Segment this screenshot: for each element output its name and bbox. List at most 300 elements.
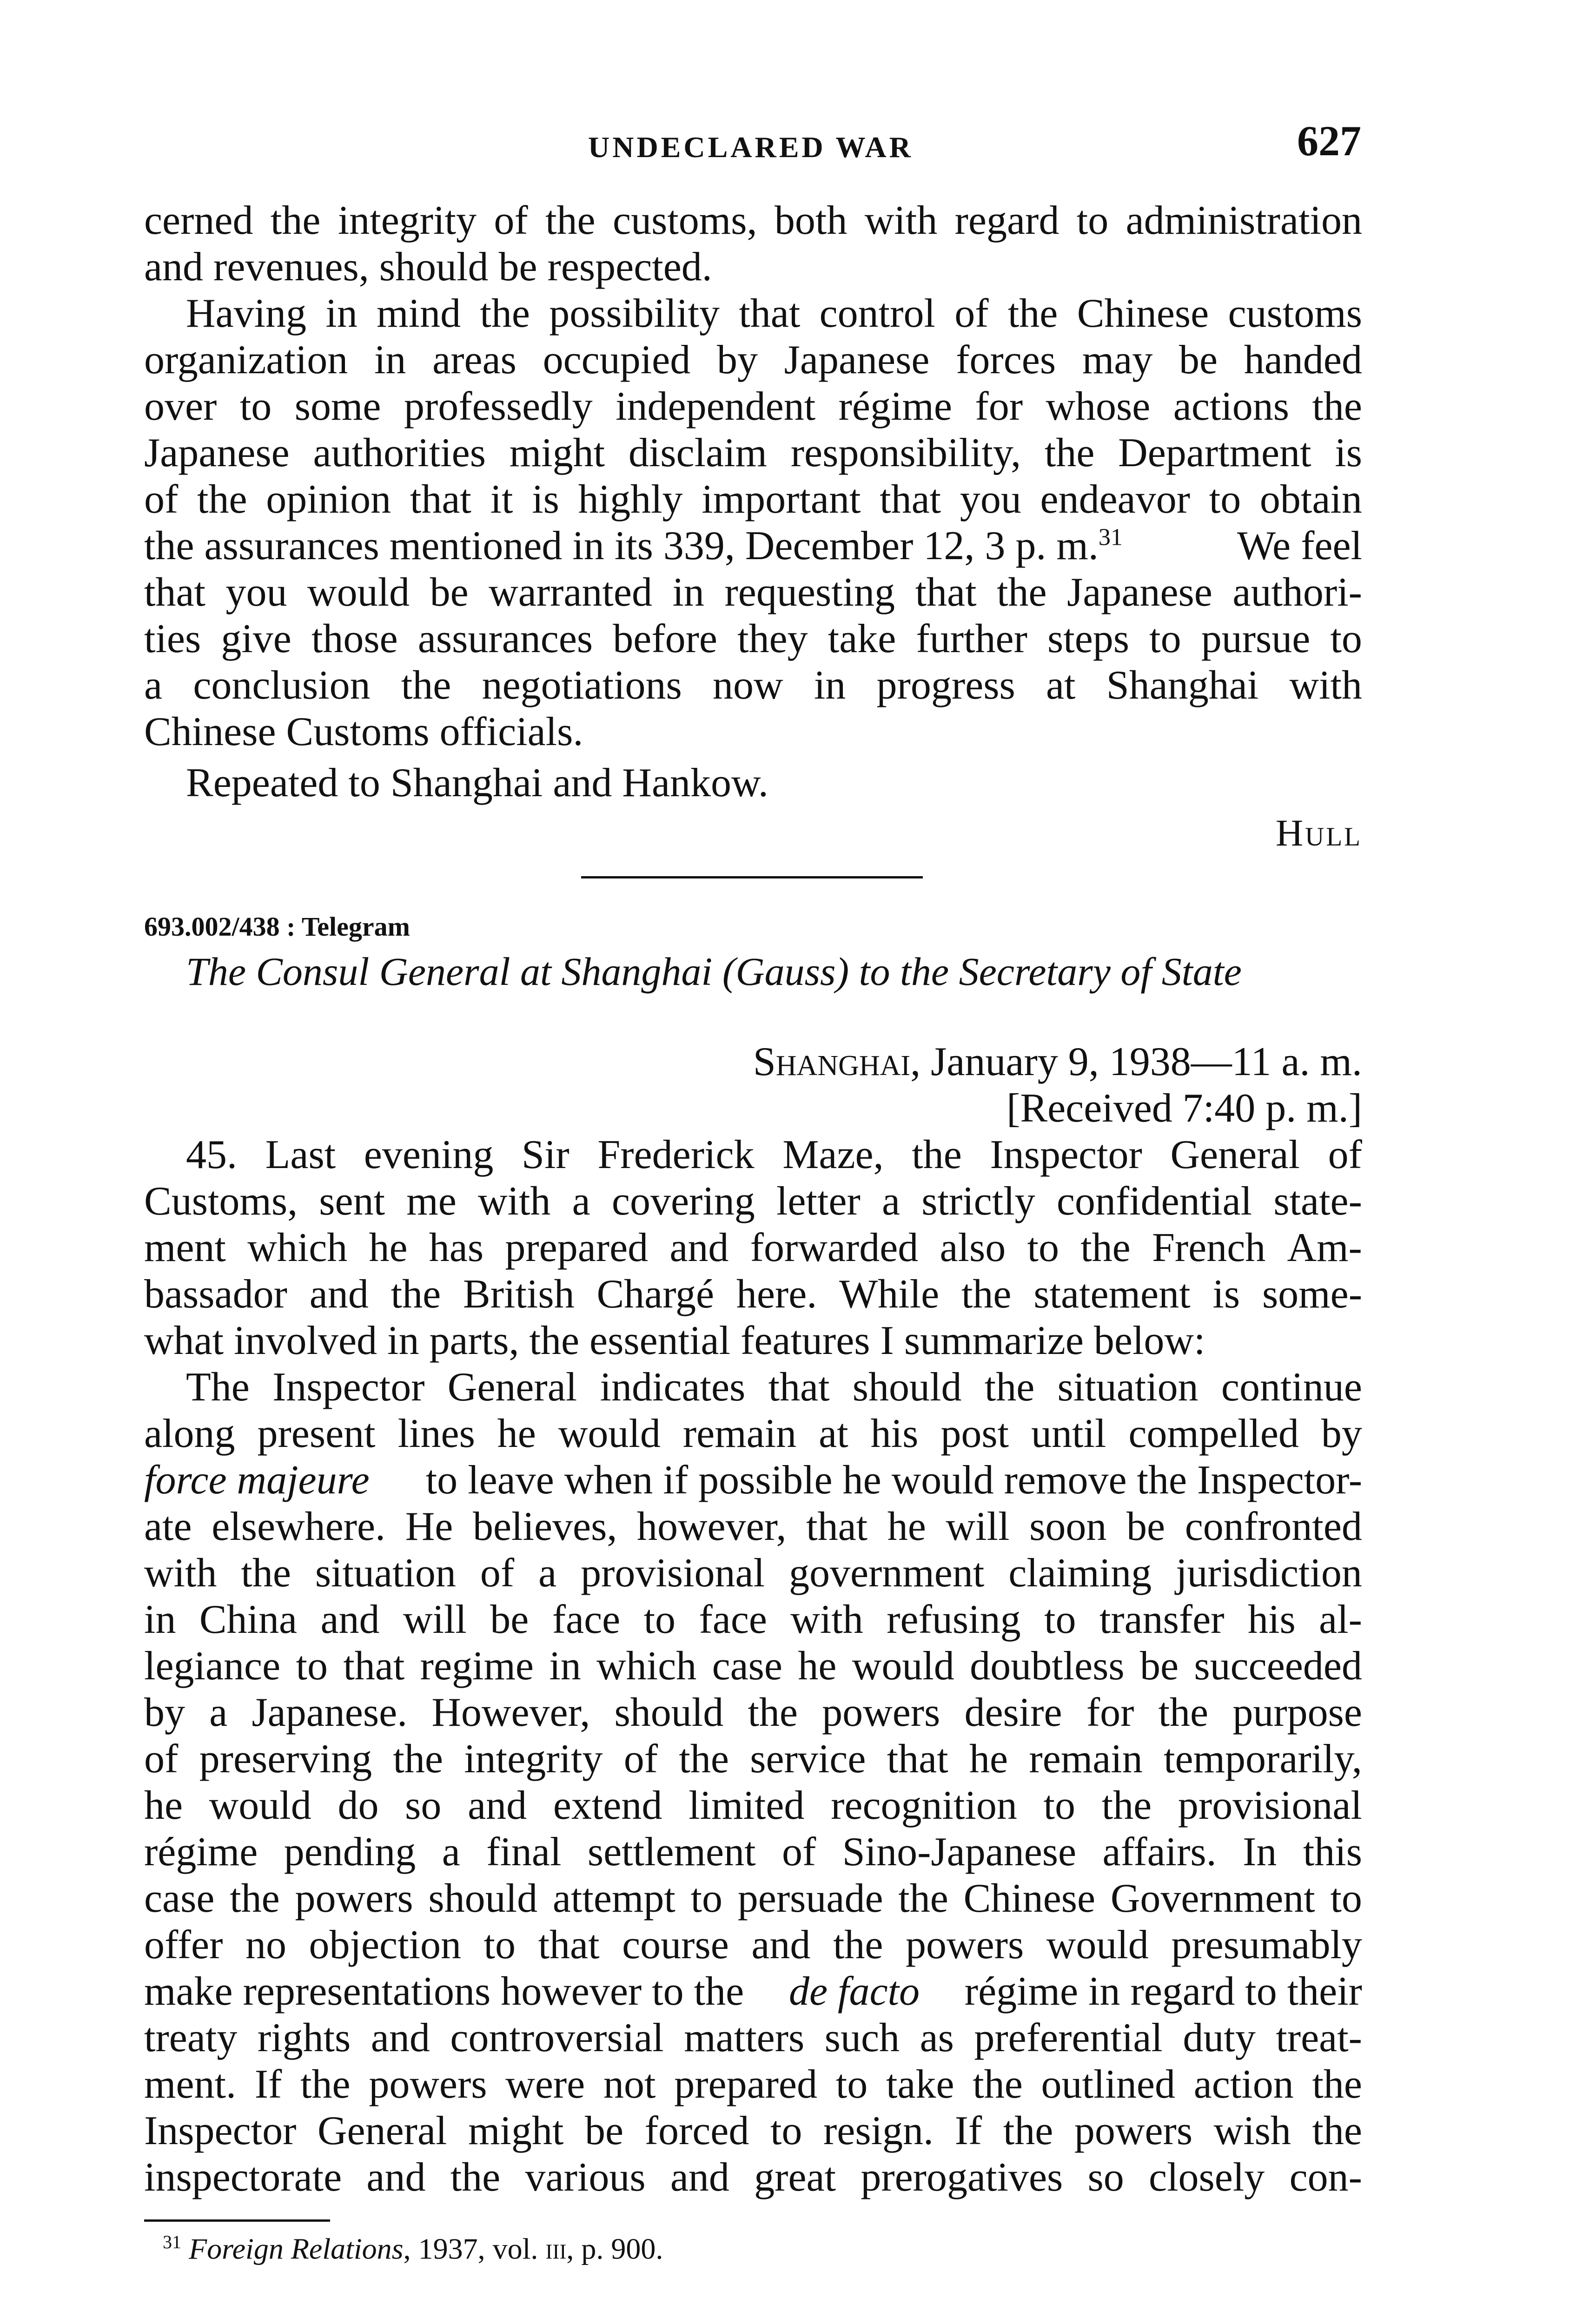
word: to (1209, 477, 1241, 522)
word: and (371, 2015, 430, 2060)
text-line (144, 1132, 1362, 1178)
word: the (912, 1132, 962, 1177)
word: to (296, 1644, 328, 1689)
word: to (239, 384, 272, 429)
word: He (405, 1504, 453, 1549)
text-line (144, 1178, 1362, 1225)
word: organization (144, 337, 348, 383)
word: that (739, 291, 801, 336)
word: case (144, 1876, 215, 1921)
text-line (144, 1364, 1362, 1411)
text-line (144, 290, 1362, 337)
word: the (1312, 384, 1362, 429)
word: the (973, 2062, 1023, 2107)
text-line-with-italic (144, 1968, 1362, 2015)
word: the (1101, 1783, 1152, 1828)
word: The (186, 1365, 250, 1410)
paragraph-continuation (144, 198, 1362, 290)
word: take (886, 2062, 954, 2107)
word: as (920, 2015, 954, 2060)
word: he (969, 1736, 1008, 1782)
word: compelled (1128, 1411, 1299, 1456)
footnote (163, 2231, 663, 2266)
word: along (144, 1411, 235, 1456)
text-line (144, 1875, 1362, 1922)
text-line (144, 616, 1362, 662)
word: a (442, 1829, 460, 1875)
word: has (429, 1225, 484, 1270)
word: al- (1319, 1597, 1362, 1642)
word: highly (578, 477, 683, 522)
word: final (486, 1829, 562, 1875)
word: should (852, 1365, 962, 1410)
word: temporarily, (1164, 1736, 1362, 1782)
word: ties (144, 616, 201, 661)
word: authori- (1232, 570, 1362, 615)
word: Maze, (782, 1132, 884, 1177)
word: that (880, 477, 941, 522)
footnote-reference: 31 (1098, 524, 1123, 551)
word: to (1149, 616, 1181, 661)
word: remain (1029, 1736, 1143, 1782)
italic-term: force majeure (144, 1458, 370, 1503)
word: persuade (737, 1876, 883, 1921)
text-span: régime in regard to their (964, 1969, 1362, 2014)
word: for (1086, 1690, 1134, 1735)
word: do (338, 1783, 379, 1828)
word: at (819, 1411, 848, 1456)
word: the (241, 1551, 291, 1596)
footnote-volume: iii (545, 2232, 567, 2265)
word: and (468, 1783, 527, 1828)
word: and (669, 1225, 729, 1270)
text-line (144, 569, 1362, 616)
word: the (1044, 430, 1095, 475)
word: that (768, 1365, 830, 1410)
word: régime (838, 384, 952, 429)
word: prepared (674, 2062, 817, 2107)
word: settlement (587, 1829, 756, 1875)
word: the (1158, 1690, 1209, 1735)
word: the (984, 1365, 1035, 1410)
section-divider (581, 876, 923, 878)
word: and (751, 1922, 811, 1967)
word: the (833, 1922, 883, 1967)
word: treat- (1276, 2015, 1362, 2060)
page-number: 627 (1297, 117, 1361, 165)
word: over (144, 384, 217, 429)
word: me (406, 1179, 457, 1224)
word: the (898, 1876, 948, 1921)
text-line (144, 2015, 1362, 2061)
word: independent (616, 384, 816, 429)
word: no (245, 1922, 286, 1967)
word: the (393, 1736, 443, 1782)
word: the (1312, 2062, 1362, 2107)
paragraph-telegram-45 (144, 1132, 1362, 1364)
text-line-with-italic (144, 1457, 1362, 1504)
word: a (209, 1690, 228, 1735)
word: situation (1057, 1365, 1199, 1410)
word: Japanese. (252, 1690, 408, 1735)
word: in (672, 570, 704, 615)
word: of (480, 1551, 515, 1596)
word: regime (420, 1644, 534, 1689)
word: Sino-Japanese (842, 1829, 1077, 1875)
word: closely (1149, 2155, 1265, 2200)
word: However, (431, 1690, 590, 1735)
word: to (483, 1922, 516, 1967)
word: refusing (887, 1597, 1021, 1642)
word: for (975, 384, 1023, 429)
word: he (887, 1504, 926, 1549)
text-line (144, 2061, 1362, 2108)
word: regard (954, 198, 1059, 243)
word: to (643, 1597, 676, 1642)
word: be (1139, 1644, 1179, 1689)
text-line (144, 2154, 1362, 2201)
word: to (770, 2108, 802, 2153)
word: and (670, 2155, 729, 2200)
dateline-place: Shanghai (753, 1039, 911, 1084)
word: Shanghai (1106, 663, 1259, 708)
word: authorities (313, 430, 486, 475)
word: Inspector (272, 1365, 425, 1410)
word: the (300, 2062, 351, 2107)
word: control (819, 291, 935, 336)
text-line (144, 198, 1362, 244)
word: should (428, 1876, 538, 1921)
word: powers (295, 1876, 413, 1921)
text-line (144, 1271, 1362, 1318)
text-line-with-footnote-ref (144, 523, 1362, 569)
word: forces (956, 337, 1056, 383)
word: Last (265, 1132, 336, 1177)
word: by (144, 1690, 185, 1735)
word: course (622, 1922, 729, 1967)
word: would (852, 1644, 954, 1689)
word: to (1330, 616, 1362, 661)
word: and (320, 1597, 380, 1642)
word: the (480, 291, 530, 336)
word: the (230, 1876, 280, 1921)
word: at (1046, 663, 1076, 708)
word: ment. (144, 2062, 236, 2107)
text-line (144, 1783, 1362, 1829)
word: responsibility, (790, 430, 1021, 475)
word: which (596, 1644, 697, 1689)
text-line (144, 1643, 1362, 1690)
word: of (144, 477, 179, 522)
word: indicates (600, 1365, 746, 1410)
word: with (144, 1551, 217, 1596)
word: cerned (144, 198, 253, 243)
word: attempt (552, 1876, 675, 1921)
word: face (699, 1597, 767, 1642)
word: to (1076, 198, 1109, 243)
word: pursue (1201, 616, 1311, 661)
footnote-page: , p. 900. (566, 2232, 663, 2265)
text-span: to leave when if possible he would remove the Inspector- (425, 1458, 1362, 1503)
word: the (748, 1690, 798, 1735)
word: Customs, (144, 1179, 298, 1224)
text-span: the assurances mentioned in its 339, December 12, 3 p. m. (144, 523, 1099, 568)
word: to (835, 2062, 868, 2107)
word: actions (1173, 384, 1290, 429)
word: the (1003, 2108, 1053, 2153)
text-line: Chinese Customs officials. (144, 709, 583, 754)
word: situation (315, 1551, 456, 1596)
word: that (887, 1736, 948, 1782)
word: China (199, 1597, 298, 1642)
word: outlined (1041, 2062, 1175, 2107)
word: whose (1046, 384, 1151, 429)
footnote-number: 31 (163, 2232, 181, 2252)
word: disclaim (628, 430, 767, 475)
word: service (750, 1736, 866, 1782)
word: Frederick (597, 1132, 755, 1177)
word: to (1330, 1876, 1362, 1921)
word: General (318, 2108, 447, 2153)
word: in (144, 1597, 176, 1642)
word: a (572, 1179, 590, 1224)
word: case (712, 1644, 782, 1689)
word: he (798, 1644, 837, 1689)
word: might (468, 2108, 564, 2153)
word: lines (397, 1411, 475, 1456)
word: the (1080, 1225, 1131, 1270)
word: such (824, 2015, 900, 2060)
word: Japanese (1067, 570, 1212, 615)
signature: Hull (1275, 812, 1362, 854)
word: desire (964, 1690, 1062, 1735)
word: preferential (974, 2015, 1163, 2060)
word: elsewhere. (212, 1504, 386, 1549)
paragraph-assurances (144, 290, 1362, 755)
dateline-received: [Received 7:40 p. m.] (1007, 1086, 1362, 1131)
word: Department (1118, 430, 1311, 475)
word: conclusion (193, 663, 371, 708)
word: be (490, 1597, 529, 1642)
word: If (254, 2062, 282, 2107)
word: with (1289, 663, 1362, 708)
word: continue (1221, 1365, 1362, 1410)
word: face (552, 1597, 621, 1642)
text-line (144, 1504, 1362, 1550)
word: jurisdiction (1176, 1551, 1362, 1596)
word: Government (1110, 1876, 1315, 1921)
word: may (1082, 337, 1153, 383)
word: be (430, 570, 469, 615)
word: this (1303, 1829, 1362, 1875)
word: succeeded (1194, 1644, 1362, 1689)
word: will (403, 1597, 467, 1642)
running-head (0, 116, 1576, 172)
word: administration (1126, 198, 1362, 243)
file-reference: 693.002/438 : Telegram (144, 911, 410, 942)
word: 45. (186, 1132, 237, 1177)
word: affairs. (1102, 1829, 1217, 1875)
word: statement (1033, 1272, 1191, 1317)
word: endeavor (1040, 477, 1191, 522)
word: a (881, 1179, 901, 1224)
word: wish (1213, 2108, 1291, 2153)
text-line (144, 1922, 1362, 1968)
word: might (509, 430, 605, 475)
word: in (549, 1644, 581, 1689)
word: inspectorate (144, 2155, 342, 2200)
word: he (144, 1783, 183, 1828)
word: the (545, 198, 596, 243)
word: assurances (417, 616, 593, 661)
word: confronted (1185, 1504, 1362, 1549)
footnote-year: , 1937, vol. (403, 2232, 538, 2265)
word: controversial (450, 2015, 664, 2060)
word: duty (1183, 2015, 1256, 2060)
word: which (247, 1225, 348, 1270)
word: Chargé (596, 1272, 714, 1317)
word: ate (144, 1504, 192, 1549)
word: powers (369, 2062, 487, 2107)
text-line (144, 1411, 1362, 1457)
word: covering (611, 1179, 755, 1224)
word: be (1179, 337, 1218, 383)
word: occupied (543, 337, 691, 383)
word: In (1243, 1829, 1277, 1875)
word: limited (689, 1783, 805, 1828)
word: of (1328, 1132, 1362, 1177)
paragraph-repeated (144, 760, 1362, 806)
word: pending (284, 1829, 416, 1875)
word: both (774, 198, 848, 243)
word: areas (432, 337, 517, 383)
word: Inspector (990, 1132, 1142, 1177)
word: they (737, 616, 808, 661)
word: should (614, 1690, 724, 1735)
word: doubtless (970, 1644, 1125, 1689)
word: offer (144, 1922, 223, 1967)
word: that (410, 477, 471, 522)
word: French (1152, 1225, 1266, 1270)
word: is (1335, 430, 1362, 475)
text-line: Repeated to Shanghai and Hankow. (186, 760, 768, 805)
word: the (961, 1272, 1012, 1317)
text-line (144, 662, 1362, 709)
word: some- (1262, 1272, 1362, 1317)
word: presumably (1171, 1922, 1362, 1967)
word: purpose (1232, 1690, 1362, 1735)
word: that (343, 1644, 405, 1689)
word: with (790, 1597, 863, 1642)
word: legiance (144, 1644, 281, 1689)
word: government (788, 1551, 985, 1596)
word: evening (364, 1132, 494, 1177)
word: If (954, 2108, 982, 2153)
word: soon (1029, 1504, 1107, 1549)
dateline-sent (693, 1039, 1362, 1085)
word: the (1312, 2108, 1362, 2153)
word: General (447, 1365, 577, 1410)
word: powers (906, 1922, 1024, 1967)
word: that (538, 1922, 600, 1967)
word: customs, (613, 198, 757, 243)
dateline-date: , January 9, 1938—11 a. m. (910, 1039, 1362, 1084)
word: Japanese (144, 430, 290, 475)
word: in (325, 291, 358, 336)
text-line (144, 1690, 1362, 1736)
word: take (828, 616, 896, 661)
word: you (960, 477, 1021, 522)
word: post (940, 1411, 1009, 1456)
text-line (144, 1225, 1362, 1271)
word: now (713, 663, 783, 708)
word: Inspector (144, 2108, 297, 2153)
word: his (870, 1411, 919, 1456)
document-title: The Consul General at Shanghai (Gauss) to the Secretary of State (186, 949, 1242, 994)
word: he (369, 1225, 408, 1270)
word: powers (1074, 2108, 1193, 2153)
word: in (814, 663, 846, 708)
word: possibility (549, 291, 720, 336)
word: sent (319, 1179, 385, 1224)
word: that (144, 570, 205, 615)
word: before (613, 616, 717, 661)
word: letter (776, 1179, 861, 1224)
word: the (270, 198, 321, 243)
word: and (366, 2155, 426, 2200)
footnote-divider (144, 2219, 330, 2222)
word: régime (144, 1829, 258, 1875)
word: prepared (505, 1225, 649, 1270)
word: resign. (823, 2108, 934, 2153)
text-line (144, 1597, 1362, 1643)
word: progress (876, 663, 1015, 708)
word: is (532, 477, 559, 522)
word: his (1248, 1597, 1296, 1642)
word: forwarded (750, 1225, 919, 1270)
word: integrity (464, 1736, 603, 1782)
word: those (311, 616, 398, 661)
word: Chinese (963, 1876, 1096, 1921)
word: ment (144, 1225, 226, 1270)
text-line (144, 1550, 1362, 1597)
word: the (679, 1736, 729, 1782)
word: to (1043, 1783, 1075, 1828)
word: of (623, 1736, 658, 1782)
word: and (309, 1272, 369, 1317)
word: so (1087, 2155, 1124, 2200)
word: requesting (724, 570, 895, 615)
word: handed (1244, 337, 1362, 383)
word: in (374, 337, 406, 383)
word: Chinese (1077, 291, 1209, 336)
word: the (401, 663, 451, 708)
word: Japanese (784, 337, 930, 383)
word: the (391, 1272, 441, 1317)
word: the (997, 570, 1047, 615)
word: to (690, 1876, 723, 1921)
word: extend (553, 1783, 662, 1828)
word: will (946, 1504, 1010, 1549)
word: preserving (199, 1736, 372, 1782)
word: mind (377, 291, 461, 336)
text-line: and revenues, should be respected. (144, 244, 712, 290)
word: to (1044, 1597, 1076, 1642)
word: Am- (1287, 1225, 1362, 1270)
word: also (940, 1225, 1006, 1270)
word: bassador (144, 1272, 287, 1317)
word: it (490, 477, 513, 522)
